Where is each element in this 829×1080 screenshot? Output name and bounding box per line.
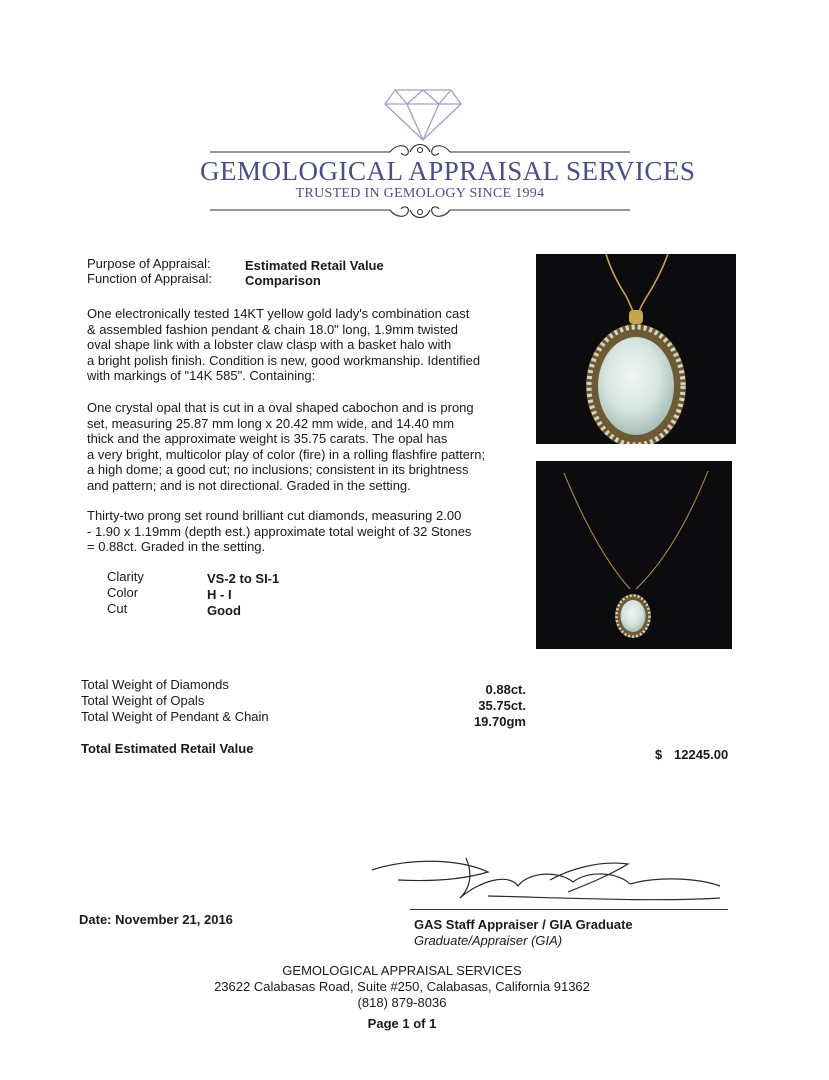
purpose-label: Purpose of Appraisal: bbox=[87, 256, 211, 271]
signature bbox=[368, 852, 728, 912]
bottom-flourish bbox=[200, 198, 640, 224]
weight-value: 19.70gm bbox=[473, 714, 526, 729]
description-line: One electronically tested 14KT yellow gold lady's combination cast bbox=[87, 306, 470, 321]
opal-line: a very bright, multicolor play of color (fire) in a rolling flashfire pattern; bbox=[87, 446, 486, 462]
description-line: & assembled fashion pendant & chain 18.0" long, 1.9mm twisted bbox=[87, 321, 459, 337]
signer-subtitle: Graduate/Appraiser (GIA) bbox=[414, 933, 563, 948]
logo bbox=[200, 80, 696, 230]
diamond-description bbox=[87, 508, 527, 555]
company-tagline: TRUSTED IN GEMOLOGY SINCE 1994 bbox=[295, 186, 545, 201]
diamond-line: = 0.88ct. Graded in the setting. bbox=[87, 539, 266, 554]
function-label: Function of Appraisal: bbox=[87, 271, 213, 286]
grade-label: Clarity bbox=[107, 569, 144, 584]
pendant-closeup-photo bbox=[536, 254, 736, 444]
description-line: with markings of "14K 585". Containing: bbox=[87, 368, 316, 383]
diamond-line: Thirty-two prong set round brilliant cut diamonds, measuring 2.00 bbox=[87, 508, 462, 523]
weight-label: Total Weight of Pendant & Chain bbox=[81, 709, 269, 724]
grade-label: Color bbox=[107, 585, 139, 600]
total-currency: $ bbox=[655, 747, 663, 762]
signer-title: GAS Staff Appraiser / GIA Graduate bbox=[414, 917, 633, 932]
opal-description bbox=[87, 400, 527, 493]
function-value: Comparison bbox=[245, 273, 321, 288]
total-label: Total Estimated Retail Value bbox=[81, 741, 254, 756]
grade-value: H - I bbox=[207, 587, 232, 602]
opal-line: thick and the approximate weight is 35.75 carats. The opal has bbox=[87, 431, 448, 446]
opal-line: and pattern; and is not directional. Graded in the setting. bbox=[87, 477, 411, 493]
grade-label: Cut bbox=[107, 601, 128, 616]
grade-value: VS-2 to SI-1 bbox=[207, 571, 280, 586]
footer-phone: (818) 879-8036 bbox=[357, 995, 447, 1010]
description-line: oval shape link with a lobster claw clasp with a basket halo with bbox=[87, 337, 452, 352]
weight-value: 0.88ct. bbox=[485, 682, 526, 697]
footer-address: 23622 Calabasas Road, Suite #250, Calabasas, California 91362 bbox=[214, 979, 590, 994]
diamond-icon bbox=[383, 86, 463, 142]
signature-line bbox=[410, 909, 728, 910]
company-name: GEMOLOGICAL APPRAISAL SERVICES bbox=[200, 156, 696, 186]
item-description bbox=[87, 306, 527, 384]
weight-label: Total Weight of Diamonds bbox=[81, 677, 229, 692]
appraisal-date: Date: November 21, 2016 bbox=[79, 912, 233, 927]
grade-value: Good bbox=[207, 603, 241, 618]
page-number: Page 1 of 1 bbox=[367, 1016, 437, 1031]
pendant-chain-photo bbox=[536, 461, 732, 649]
weight-value: 35.75ct. bbox=[478, 698, 526, 713]
opal-line: set, measuring 25.87 mm long x 20.42 mm wide, and 14.40 mm bbox=[87, 415, 455, 431]
purpose-value: Estimated Retail Value bbox=[245, 258, 384, 273]
weight-label: Total Weight of Opals bbox=[81, 693, 205, 708]
footer-company: GEMOLOGICAL APPRAISAL SERVICES bbox=[282, 963, 522, 978]
opal-line: One crystal opal that is cut in a oval shaped cabochon and is prong bbox=[87, 400, 474, 415]
diamond-line: - 1.90 x 1.19mm (depth est.) approximate total weight of 32 Stones bbox=[87, 523, 472, 539]
description-line: a bright polish finish. Condition is new, good workmanship. Identified bbox=[87, 352, 481, 368]
opal-line: a high dome; a good cut; no inclusions; consistent in its brightness bbox=[87, 462, 469, 477]
total-value: 12245.00 bbox=[674, 747, 729, 762]
